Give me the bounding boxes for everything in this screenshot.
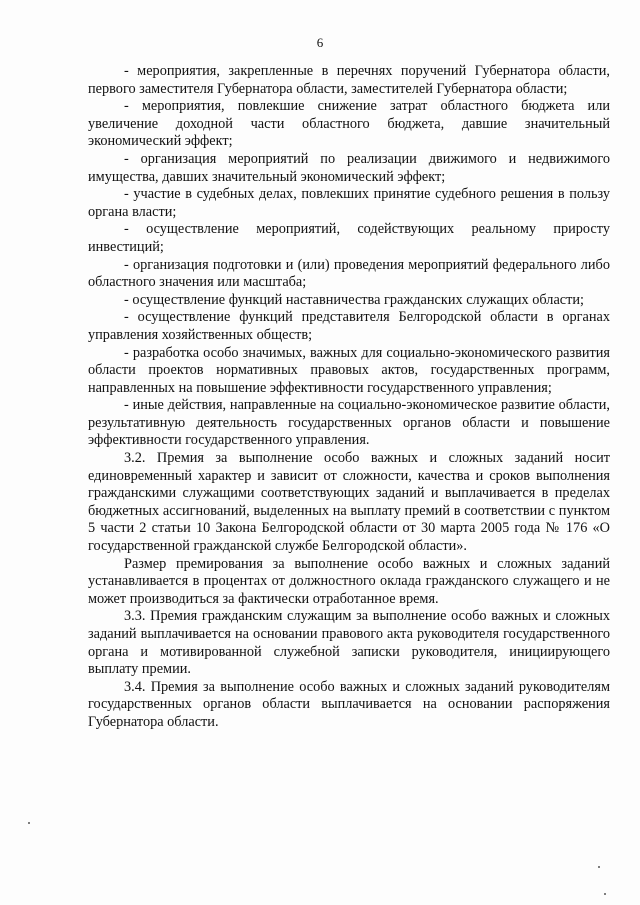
paragraph-13: 3.3. Премия гражданским служащим за выполнение особо важных и сложных заданий выплачивается на основании правового акта руководителя государственного органа и мотивированной служебной записки руководителя, инициирующего выплату премии. xyxy=(88,608,610,678)
paragraph-8: - осуществление функций представителя Белгородской области в органах управления хозяйственных обществ; xyxy=(88,309,610,343)
paragraph-5: - осуществление мероприятий, содействующих реальному приросту инвестиций; xyxy=(88,221,610,255)
paragraph-3: - организация мероприятий по реализации движимого и недвижимого имущества, давших значительный экономический эффект; xyxy=(88,150,610,185)
paragraph-12: Размер премирования за выполнение особо важных и сложных заданий устанавливается в процентах от должностного оклада гражданского служащего и не может производиться за фактически отработанное время. xyxy=(88,555,610,607)
paragraph-7: - осуществление функций наставничества гражданских служащих области; xyxy=(124,291,585,308)
paragraph-4: - участие в судебных делах, повлекших принятие судебного решения в пользу органа власти; xyxy=(88,186,610,220)
document-body xyxy=(88,63,610,732)
paragraph-6: - организация подготовки и (или) проведения мероприятий федерального либо областного значения или масштаба; xyxy=(88,256,610,291)
page-number: 6 xyxy=(316,35,324,50)
paragraph-2: - мероприятия, повлекшие снижение затрат областного бюджета или увеличение доходной части областного бюджета, давшие значительный экономический эффект; xyxy=(88,98,610,150)
paragraph-14: 3.4. Премия за выполнение особо важных и сложных заданий руководителям государственных органов области выплачивается на основании распоряжения Губернатора области. xyxy=(88,678,610,730)
paragraph-9: - разработка особо значимых, важных для социально-экономического развития области проектов нормативных правовых актов, государственных программ, направленных на повышение эффективности государственного управления; xyxy=(88,344,610,396)
scan-speck xyxy=(604,893,606,895)
scan-speck xyxy=(28,822,30,824)
scan-speck xyxy=(598,866,600,868)
paragraph-1: - мероприятия, закрепленные в перечнях поручений Губернатора области, первого заместителя Губернатора области, заместителей Губернатора области; xyxy=(88,63,610,97)
paragraph-11: 3.2. Премия за выполнение особо важных и сложных заданий носит единовременный характер и зависит от сложности, качества и сроков выполнения гражданскими служащими соответствующих заданий и выплачивается в пределах бюджетных ассигнований, выделенных на выплату премий в соответствии с пунктом 5 части 2 статьи 10 Закона Белгородской области от 30 марта 2005 года № 176 «О государственной гражданской службе Белгородской области». xyxy=(88,450,610,555)
paragraph-10: - иные действия, направленные на социально-экономическое развитие области, результативную деятельность государственных органов области и повышение эффективности государственного управления. xyxy=(88,397,610,449)
